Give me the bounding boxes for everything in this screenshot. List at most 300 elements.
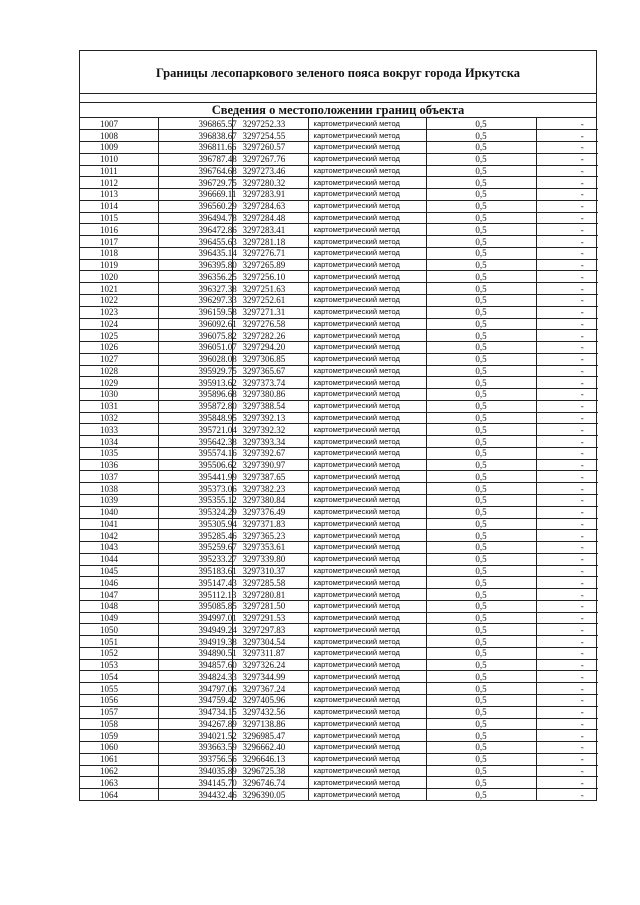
point-number-cell: 1047 [80, 589, 158, 601]
point-number-cell: 1058 [80, 718, 158, 730]
y-coordinate-cell: 3297252.33 [232, 118, 308, 130]
accuracy-cell: 0,5 [426, 271, 536, 283]
y-coordinate-cell: 3297254.55 [232, 130, 308, 142]
table-row [80, 118, 598, 130]
point-number-cell: 1011 [80, 165, 158, 177]
note-cell: - [536, 683, 598, 695]
accuracy-cell: 0,5 [426, 600, 536, 612]
y-coordinate-cell: 3297367.24 [232, 683, 308, 695]
x-coordinate-cell: 396327.38 [158, 283, 232, 295]
note-cell: - [536, 447, 598, 459]
point-number-cell: 1062 [80, 765, 158, 777]
x-coordinate-cell: 395233.27 [158, 553, 232, 565]
x-coordinate-cell: 396764.68 [158, 165, 232, 177]
y-coordinate-cell: 3297304.54 [232, 636, 308, 648]
note-cell: - [536, 624, 598, 636]
table-row [80, 765, 598, 777]
table-row [80, 447, 598, 459]
method-cell: картометрический метод [308, 518, 426, 530]
method-cell: картометрический метод [308, 389, 426, 401]
note-cell: - [536, 495, 598, 507]
table-row [80, 353, 598, 365]
y-coordinate-cell: 3296985.47 [232, 730, 308, 742]
table-row [80, 177, 598, 189]
x-coordinate-cell: 394734.15 [158, 706, 232, 718]
x-coordinate-cell: 396356.25 [158, 271, 232, 283]
accuracy-cell: 0,5 [426, 577, 536, 589]
y-coordinate-cell: 3297252.61 [232, 294, 308, 306]
y-coordinate-cell: 3297380.84 [232, 495, 308, 507]
y-coordinate-cell: 3297265.89 [232, 259, 308, 271]
table-row [80, 365, 598, 377]
accuracy-cell: 0,5 [426, 247, 536, 259]
accuracy-cell: 0,5 [426, 447, 536, 459]
method-cell: картометрический метод [308, 495, 426, 507]
point-number-cell: 1019 [80, 259, 158, 271]
accuracy-cell: 0,5 [426, 306, 536, 318]
y-coordinate-cell: 3297251.63 [232, 283, 308, 295]
table-row [80, 377, 598, 389]
point-number-cell: 1026 [80, 342, 158, 354]
method-cell: картометрический метод [308, 165, 426, 177]
x-coordinate-cell: 394432.46 [158, 789, 232, 801]
note-cell: - [536, 753, 598, 765]
table-row [80, 659, 598, 671]
accuracy-cell: 0,5 [426, 177, 536, 189]
point-number-cell: 1018 [80, 247, 158, 259]
table-row [80, 565, 598, 577]
method-cell: картометрический метод [308, 671, 426, 683]
point-number-cell: 1027 [80, 353, 158, 365]
method-cell: картометрический метод [308, 718, 426, 730]
accuracy-cell: 0,5 [426, 153, 536, 165]
accuracy-cell: 0,5 [426, 389, 536, 401]
x-coordinate-cell: 395147.43 [158, 577, 232, 589]
accuracy-cell: 0,5 [426, 636, 536, 648]
table-row [80, 389, 598, 401]
y-coordinate-cell: 3296662.40 [232, 742, 308, 754]
x-coordinate-cell: 396669.11 [158, 189, 232, 201]
method-cell: картометрический метод [308, 542, 426, 554]
x-coordinate-cell: 395355.12 [158, 495, 232, 507]
point-number-cell: 1012 [80, 177, 158, 189]
point-number-cell: 1028 [80, 365, 158, 377]
note-cell: - [536, 224, 598, 236]
note-cell: - [536, 177, 598, 189]
table-row [80, 142, 598, 154]
method-cell: картометрический метод [308, 271, 426, 283]
point-number-cell: 1049 [80, 612, 158, 624]
accuracy-cell: 0,5 [426, 495, 536, 507]
table-row [80, 600, 598, 612]
table-row [80, 589, 598, 601]
y-coordinate-cell: 3297276.71 [232, 247, 308, 259]
point-number-cell: 1024 [80, 318, 158, 330]
table-row [80, 424, 598, 436]
note-cell: - [536, 600, 598, 612]
accuracy-cell: 0,5 [426, 224, 536, 236]
table-row [80, 200, 598, 212]
point-number-cell: 1009 [80, 142, 158, 154]
point-number-cell: 1007 [80, 118, 158, 130]
y-coordinate-cell: 3297405.96 [232, 695, 308, 707]
accuracy-cell: 0,5 [426, 565, 536, 577]
note-cell: - [536, 577, 598, 589]
x-coordinate-cell: 395259.67 [158, 542, 232, 554]
x-coordinate-cell: 394919.38 [158, 636, 232, 648]
method-cell: картометрический метод [308, 753, 426, 765]
method-cell: картометрический метод [308, 153, 426, 165]
point-number-cell: 1057 [80, 706, 158, 718]
x-coordinate-cell: 395574.16 [158, 447, 232, 459]
accuracy-cell: 0,5 [426, 165, 536, 177]
document-title: Границы лесопаркового зеленого пояса вокруг города Иркутска [156, 65, 520, 80]
accuracy-cell: 0,5 [426, 483, 536, 495]
table-row [80, 683, 598, 695]
x-coordinate-cell: 393756.56 [158, 753, 232, 765]
y-coordinate-cell: 3297392.32 [232, 424, 308, 436]
method-cell: картометрический метод [308, 236, 426, 248]
table-row [80, 530, 598, 542]
y-coordinate-cell: 3297392.13 [232, 412, 308, 424]
note-cell: - [536, 389, 598, 401]
table-row [80, 130, 598, 142]
y-coordinate-cell: 3297388.54 [232, 400, 308, 412]
accuracy-cell: 0,5 [426, 142, 536, 154]
x-coordinate-cell: 396092.61 [158, 318, 232, 330]
accuracy-cell: 0,5 [426, 471, 536, 483]
method-cell: картометрический метод [308, 459, 426, 471]
method-cell: картометрический метод [308, 283, 426, 295]
note-cell: - [536, 612, 598, 624]
point-number-cell: 1041 [80, 518, 158, 530]
note-cell: - [536, 777, 598, 789]
method-cell: картометрический метод [308, 142, 426, 154]
method-cell: картометрический метод [308, 777, 426, 789]
x-coordinate-cell: 396435.14 [158, 247, 232, 259]
method-cell: картометрический метод [308, 624, 426, 636]
accuracy-cell: 0,5 [426, 671, 536, 683]
point-number-cell: 1052 [80, 647, 158, 659]
table-row [80, 283, 598, 295]
note-cell: - [536, 542, 598, 554]
point-number-cell: 1025 [80, 330, 158, 342]
y-coordinate-cell: 3297387.65 [232, 471, 308, 483]
accuracy-cell: 0,5 [426, 742, 536, 754]
point-number-cell: 1040 [80, 506, 158, 518]
method-cell: картометрический метод [308, 659, 426, 671]
note-cell: - [536, 259, 598, 271]
y-coordinate-cell: 3297256.10 [232, 271, 308, 283]
accuracy-cell: 0,5 [426, 436, 536, 448]
note-cell: - [536, 200, 598, 212]
x-coordinate-cell: 396494.78 [158, 212, 232, 224]
x-coordinate-cell: 395112.13 [158, 589, 232, 601]
table-row [80, 483, 598, 495]
point-number-cell: 1031 [80, 400, 158, 412]
y-coordinate-cell: 3296746.74 [232, 777, 308, 789]
point-number-cell: 1056 [80, 695, 158, 707]
y-coordinate-cell: 3297294.20 [232, 342, 308, 354]
point-number-cell: 1016 [80, 224, 158, 236]
y-coordinate-cell: 3297273.46 [232, 165, 308, 177]
method-cell: картометрический метод [308, 471, 426, 483]
x-coordinate-cell: 394145.70 [158, 777, 232, 789]
method-cell: картометрический метод [308, 377, 426, 389]
point-number-cell: 1045 [80, 565, 158, 577]
point-number-cell: 1043 [80, 542, 158, 554]
x-coordinate-cell: 395183.61 [158, 565, 232, 577]
y-coordinate-cell: 3297373.74 [232, 377, 308, 389]
point-number-cell: 1010 [80, 153, 158, 165]
x-coordinate-cell: 396075.82 [158, 330, 232, 342]
table-row [80, 518, 598, 530]
accuracy-cell: 0,5 [426, 330, 536, 342]
point-number-cell: 1037 [80, 471, 158, 483]
accuracy-cell: 0,5 [426, 695, 536, 707]
y-coordinate-cell: 3297284.48 [232, 212, 308, 224]
note-cell: - [536, 530, 598, 542]
method-cell: картометрический метод [308, 224, 426, 236]
note-cell: - [536, 377, 598, 389]
method-cell: картометрический метод [308, 647, 426, 659]
accuracy-cell: 0,5 [426, 730, 536, 742]
accuracy-cell: 0,5 [426, 342, 536, 354]
x-coordinate-cell: 395285.46 [158, 530, 232, 542]
y-coordinate-cell: 3297285.58 [232, 577, 308, 589]
note-cell: - [536, 706, 598, 718]
note-cell: - [536, 247, 598, 259]
note-cell: - [536, 789, 598, 801]
method-cell: картометрический метод [308, 447, 426, 459]
y-coordinate-cell: 3297339.80 [232, 553, 308, 565]
table-row [80, 153, 598, 165]
note-cell: - [536, 412, 598, 424]
accuracy-cell: 0,5 [426, 530, 536, 542]
point-number-cell: 1050 [80, 624, 158, 636]
accuracy-cell: 0,5 [426, 718, 536, 730]
method-cell: картометрический метод [308, 553, 426, 565]
y-coordinate-cell: 3296390.05 [232, 789, 308, 801]
accuracy-cell: 0,5 [426, 412, 536, 424]
section-subtitle: Сведения о местоположении границ объекта [80, 103, 596, 118]
x-coordinate-cell: 394997.01 [158, 612, 232, 624]
x-coordinate-cell: 396028.08 [158, 353, 232, 365]
spacer-row [80, 94, 596, 103]
x-coordinate-cell: 394035.89 [158, 765, 232, 777]
y-coordinate-cell: 3297281.50 [232, 600, 308, 612]
method-cell: картометрический метод [308, 483, 426, 495]
note-cell: - [536, 236, 598, 248]
note-cell: - [536, 294, 598, 306]
x-coordinate-cell: 393663.59 [158, 742, 232, 754]
note-cell: - [536, 436, 598, 448]
y-coordinate-cell: 3297306.85 [232, 353, 308, 365]
x-coordinate-cell: 396395.80 [158, 259, 232, 271]
y-coordinate-cell: 3297138.86 [232, 718, 308, 730]
table-row [80, 624, 598, 636]
x-coordinate-cell: 396787.48 [158, 153, 232, 165]
x-coordinate-cell: 394021.52 [158, 730, 232, 742]
x-coordinate-cell: 395373.06 [158, 483, 232, 495]
table-row [80, 612, 598, 624]
accuracy-cell: 0,5 [426, 589, 536, 601]
coordinates-table [80, 118, 598, 800]
y-coordinate-cell: 3297371.83 [232, 518, 308, 530]
table-row [80, 400, 598, 412]
x-coordinate-cell: 396865.57 [158, 118, 232, 130]
point-number-cell: 1020 [80, 271, 158, 283]
method-cell: картометрический метод [308, 577, 426, 589]
point-number-cell: 1042 [80, 530, 158, 542]
x-coordinate-cell: 395305.94 [158, 518, 232, 530]
x-coordinate-cell: 394267.89 [158, 718, 232, 730]
y-coordinate-cell: 3297267.76 [232, 153, 308, 165]
table-row [80, 553, 598, 565]
y-coordinate-cell: 3297382.23 [232, 483, 308, 495]
table-row [80, 189, 598, 201]
point-number-cell: 1034 [80, 436, 158, 448]
accuracy-cell: 0,5 [426, 542, 536, 554]
accuracy-cell: 0,5 [426, 777, 536, 789]
accuracy-cell: 0,5 [426, 130, 536, 142]
table-row [80, 436, 598, 448]
x-coordinate-cell: 396297.33 [158, 294, 232, 306]
y-coordinate-cell: 3297280.32 [232, 177, 308, 189]
point-number-cell: 1008 [80, 130, 158, 142]
accuracy-cell: 0,5 [426, 553, 536, 565]
method-cell: картометрический метод [308, 130, 426, 142]
point-number-cell: 1021 [80, 283, 158, 295]
accuracy-cell: 0,5 [426, 377, 536, 389]
point-number-cell: 1063 [80, 777, 158, 789]
point-number-cell: 1038 [80, 483, 158, 495]
y-coordinate-cell: 3297280.81 [232, 589, 308, 601]
note-cell: - [536, 671, 598, 683]
x-coordinate-cell: 396455.63 [158, 236, 232, 248]
method-cell: картометрический метод [308, 294, 426, 306]
y-coordinate-cell: 3297393.34 [232, 436, 308, 448]
accuracy-cell: 0,5 [426, 624, 536, 636]
accuracy-cell: 0,5 [426, 353, 536, 365]
point-number-cell: 1030 [80, 389, 158, 401]
y-coordinate-cell: 3297376.49 [232, 506, 308, 518]
method-cell: картометрический метод [308, 118, 426, 130]
note-cell: - [536, 424, 598, 436]
table-row [80, 165, 598, 177]
y-coordinate-cell: 3297283.41 [232, 224, 308, 236]
note-cell: - [536, 506, 598, 518]
note-cell: - [536, 212, 598, 224]
point-number-cell: 1035 [80, 447, 158, 459]
table-row [80, 647, 598, 659]
accuracy-cell: 0,5 [426, 765, 536, 777]
point-number-cell: 1013 [80, 189, 158, 201]
point-number-cell: 1061 [80, 753, 158, 765]
table-row [80, 259, 598, 271]
y-coordinate-cell: 3297271.31 [232, 306, 308, 318]
accuracy-cell: 0,5 [426, 200, 536, 212]
y-coordinate-cell: 3297432.56 [232, 706, 308, 718]
accuracy-cell: 0,5 [426, 318, 536, 330]
note-cell: - [536, 400, 598, 412]
point-number-cell: 1054 [80, 671, 158, 683]
x-coordinate-cell: 395085.85 [158, 600, 232, 612]
method-cell: картометрический метод [308, 365, 426, 377]
y-coordinate-cell: 3297284.63 [232, 200, 308, 212]
table-row [80, 718, 598, 730]
note-cell: - [536, 118, 598, 130]
note-cell: - [536, 471, 598, 483]
accuracy-cell: 0,5 [426, 647, 536, 659]
method-cell: картометрический метод [308, 765, 426, 777]
method-cell: картометрический метод [308, 189, 426, 201]
y-coordinate-cell: 3297283.91 [232, 189, 308, 201]
point-number-cell: 1033 [80, 424, 158, 436]
y-coordinate-cell: 3297326.24 [232, 659, 308, 671]
note-cell: - [536, 318, 598, 330]
point-number-cell: 1029 [80, 377, 158, 389]
y-coordinate-cell: 3297380.86 [232, 389, 308, 401]
method-cell: картометрический метод [308, 742, 426, 754]
accuracy-cell: 0,5 [426, 506, 536, 518]
note-cell: - [536, 165, 598, 177]
y-coordinate-cell: 3297310.37 [232, 565, 308, 577]
table-row [80, 706, 598, 718]
method-cell: картометрический метод [308, 706, 426, 718]
x-coordinate-cell: 394890.51 [158, 647, 232, 659]
note-cell: - [536, 283, 598, 295]
method-cell: картометрический метод [308, 247, 426, 259]
y-coordinate-cell: 3297365.23 [232, 530, 308, 542]
table-row [80, 247, 598, 259]
point-number-cell: 1023 [80, 306, 158, 318]
y-coordinate-cell: 3297392.67 [232, 447, 308, 459]
point-number-cell: 1032 [80, 412, 158, 424]
accuracy-cell: 0,5 [426, 283, 536, 295]
note-cell: - [536, 342, 598, 354]
accuracy-cell: 0,5 [426, 118, 536, 130]
table-row [80, 742, 598, 754]
x-coordinate-cell: 395929.75 [158, 365, 232, 377]
table-row [80, 695, 598, 707]
y-coordinate-cell: 3297365.67 [232, 365, 308, 377]
table-row [80, 224, 598, 236]
note-cell: - [536, 659, 598, 671]
table-row [80, 777, 598, 789]
note-cell: - [536, 565, 598, 577]
method-cell: картометрический метод [308, 436, 426, 448]
point-number-cell: 1015 [80, 212, 158, 224]
point-number-cell: 1017 [80, 236, 158, 248]
x-coordinate-cell: 396560.29 [158, 200, 232, 212]
method-cell: картометрический метод [308, 400, 426, 412]
table-row [80, 294, 598, 306]
accuracy-cell: 0,5 [426, 365, 536, 377]
method-cell: картометрический метод [308, 730, 426, 742]
accuracy-cell: 0,5 [426, 294, 536, 306]
x-coordinate-cell: 395848.95 [158, 412, 232, 424]
method-cell: картометрический метод [308, 306, 426, 318]
x-coordinate-cell: 395872.80 [158, 400, 232, 412]
accuracy-cell: 0,5 [426, 789, 536, 801]
table-row [80, 636, 598, 648]
point-number-cell: 1048 [80, 600, 158, 612]
method-cell: картометрический метод [308, 200, 426, 212]
method-cell: картометрический метод [308, 353, 426, 365]
point-number-cell: 1022 [80, 294, 158, 306]
method-cell: картометрический метод [308, 565, 426, 577]
